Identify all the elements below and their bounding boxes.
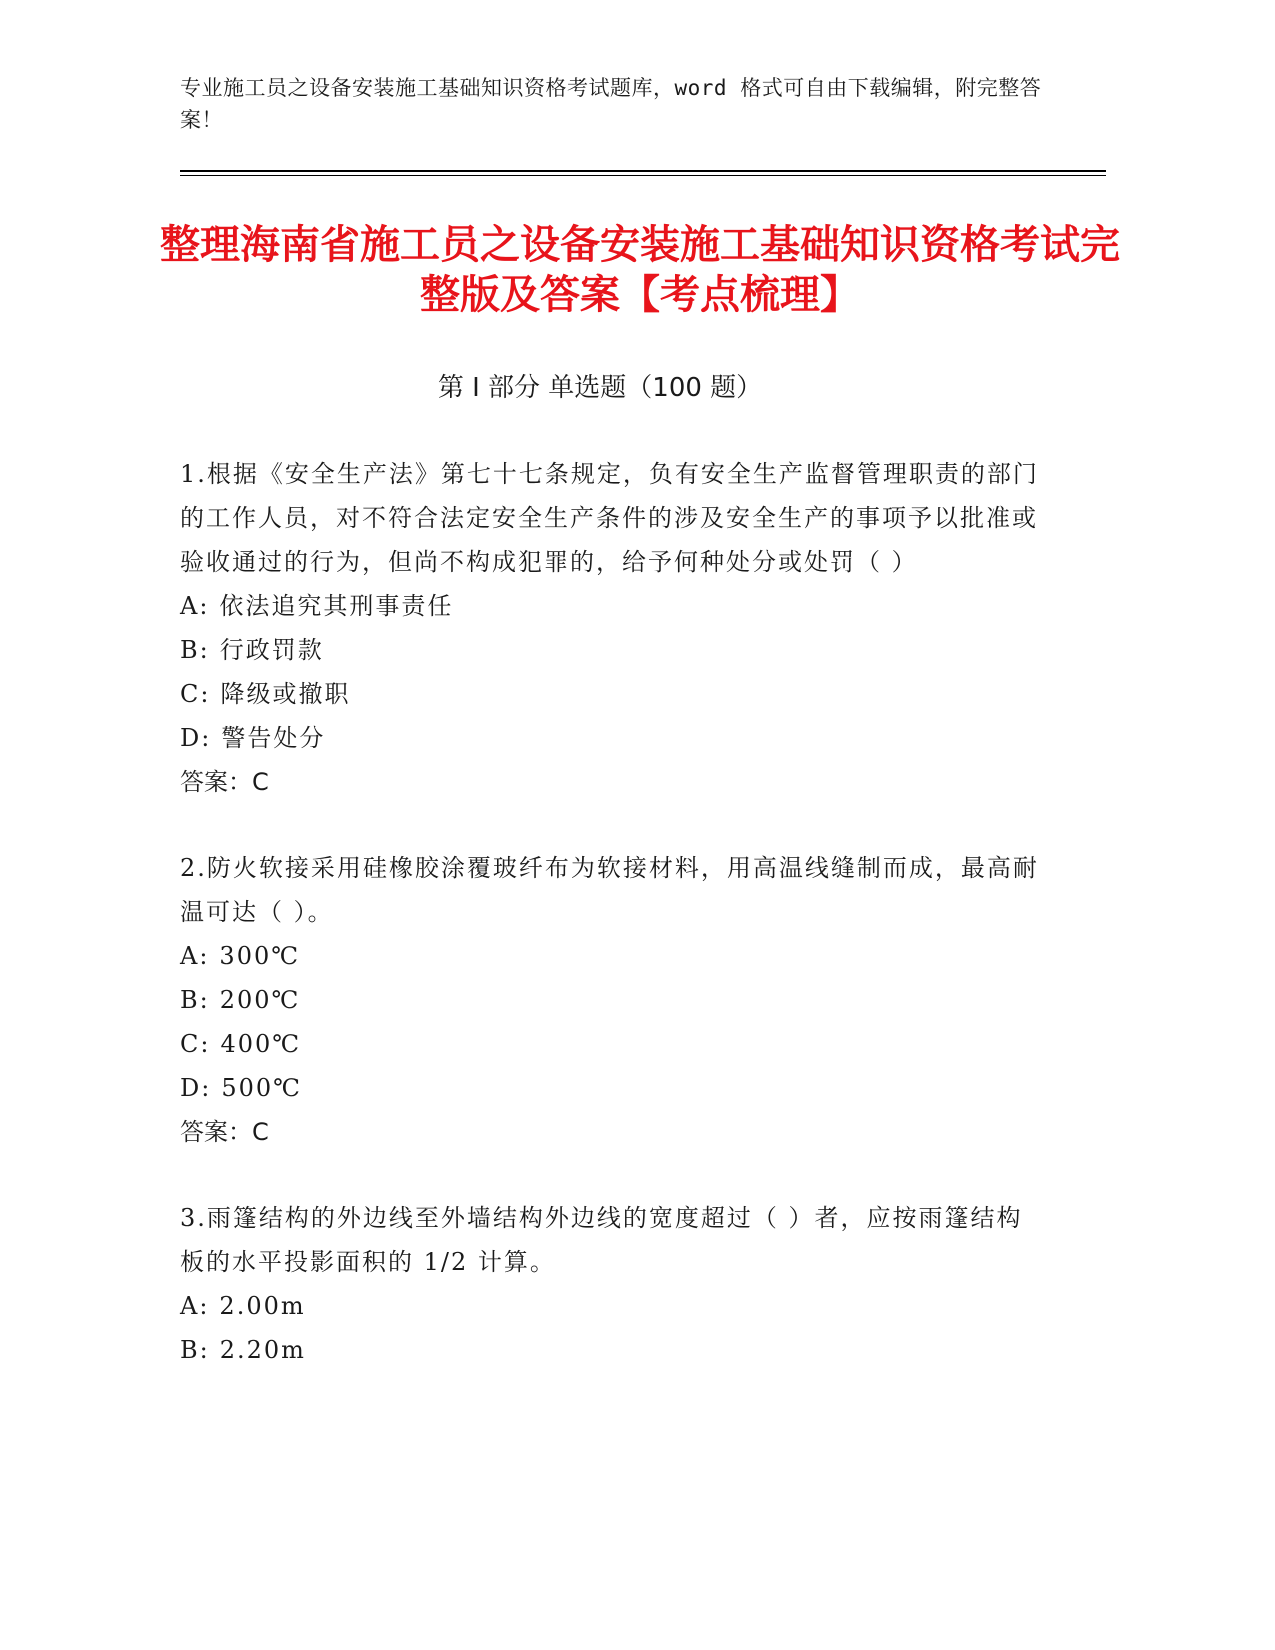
question-1: [180, 452, 1040, 804]
option-text: 400℃: [220, 1030, 302, 1058]
option-key: B:: [180, 1336, 210, 1364]
option-text: 降级或撤职: [220, 680, 351, 708]
option-key: D:: [180, 724, 212, 752]
option-b: [180, 978, 1040, 1022]
option-text: 行政罚款: [219, 636, 324, 664]
question-stem: 3.雨篷结构的外边线至外墙结构外边线的宽度超过（ ）者，应按雨篷结构板的水平投影面积的 1/2 计算。: [180, 1204, 1023, 1276]
header-rule-thick: [180, 170, 1106, 172]
header-rule-thin: [180, 175, 1106, 176]
option-text: 200℃: [219, 986, 301, 1014]
question-2: [180, 846, 1040, 1154]
option-key: A:: [180, 592, 210, 620]
option-key: A:: [180, 942, 210, 970]
question-stem: 2.防火软接采用硅橡胶涂覆玻纤布为软接材料，用高温线缝制而成，最高耐温可达（ ）。: [180, 854, 1039, 926]
section-title: 第 I 部分 单选题（100 题）: [437, 373, 763, 403]
option-key: B:: [180, 636, 210, 664]
question-stem: 1.根据《安全生产法》第七十七条规定，负有安全生产监督管理职责的部门的工作人员，对不符合法定安全生产条件的涉及安全生产的事项予以批准或验收通过的行为，但尚不构成犯罪的，给予何种处分或处罚（ ）: [180, 460, 1039, 576]
question-3: [180, 1196, 1040, 1372]
option-a: [180, 1284, 1040, 1328]
answer: 答案：C: [180, 768, 269, 796]
option-key: B:: [180, 986, 210, 1014]
option-text: 2.00m: [219, 1292, 306, 1320]
option-d: [180, 716, 1040, 760]
answer: 答案：C: [180, 1118, 269, 1146]
option-text: 依法追究其刑事责任: [219, 592, 454, 620]
document-title: 整理海南省施工员之设备安装施工基础知识资格考试完整版及答案【考点梳理】: [160, 222, 1120, 318]
option-c: [180, 672, 1040, 716]
option-d: [180, 1066, 1040, 1110]
option-b: [180, 1328, 1040, 1372]
header-note: 专业施工员之设备安装施工基础知识资格考试题库，word 格式可自由下载编辑，附完整答案！: [180, 76, 1042, 132]
option-b: [180, 628, 1040, 672]
option-text: 警告处分: [221, 724, 326, 752]
option-key: C:: [180, 680, 211, 708]
option-text: 2.20m: [219, 1336, 306, 1364]
question-list: [180, 452, 1040, 1414]
option-text: 500℃: [221, 1074, 302, 1102]
option-text: 300℃: [219, 942, 301, 970]
option-c: [180, 1022, 1040, 1066]
option-a: [180, 584, 1040, 628]
option-key: C:: [180, 1030, 211, 1058]
option-key: D:: [180, 1074, 212, 1102]
option-key: A:: [180, 1292, 210, 1320]
option-a: [180, 934, 1040, 978]
